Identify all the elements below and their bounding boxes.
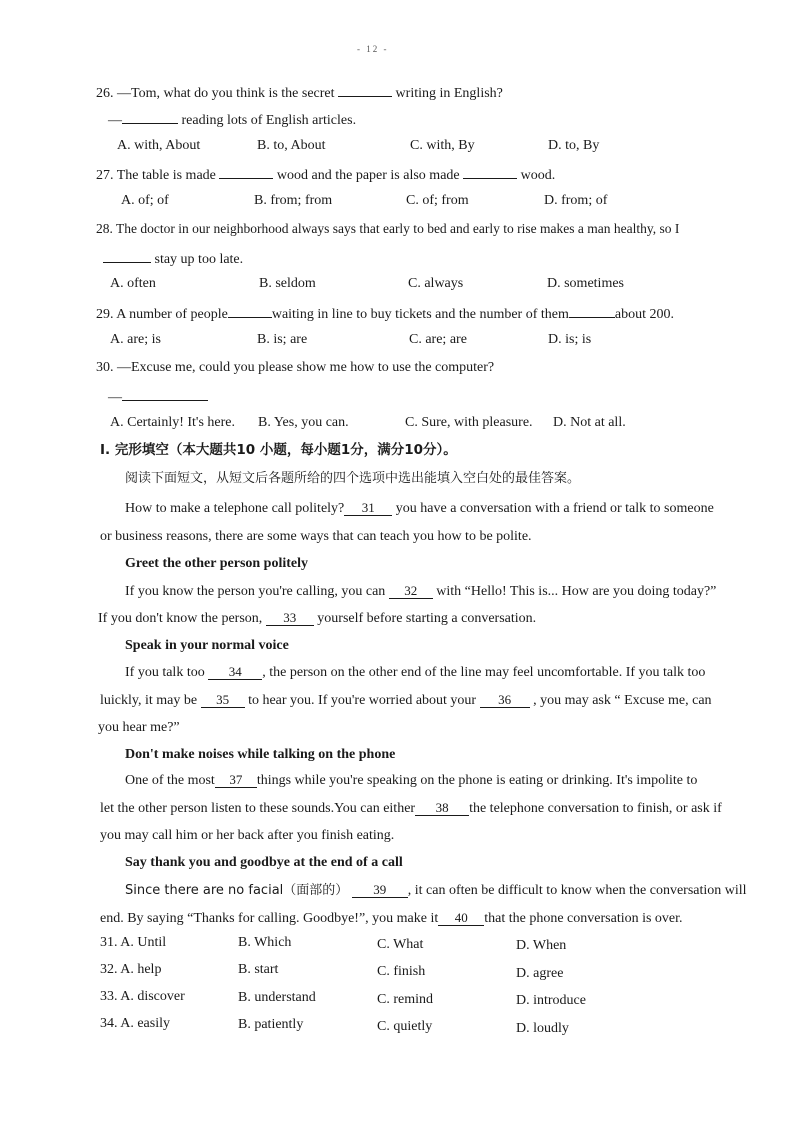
passage-subheading: Don't make noises while talking on the phone bbox=[125, 747, 396, 762]
passage-line bbox=[125, 664, 705, 682]
question-30-reply bbox=[108, 386, 208, 407]
question-number: 28. bbox=[96, 221, 113, 236]
option-d[interactable]: D. from; of bbox=[544, 193, 608, 208]
section-instruction: 阅读下面短文，从短文后各题所给的四个选项中选出能填入空白处的最佳答案。 bbox=[125, 471, 581, 486]
question-30 bbox=[96, 359, 494, 377]
option-c[interactable]: C. quietly bbox=[377, 1019, 433, 1034]
option-c[interactable]: C. of; from bbox=[406, 193, 469, 208]
option-b[interactable]: B. to, About bbox=[257, 138, 326, 153]
passage-text: luickly, it may be bbox=[100, 693, 198, 708]
option-b[interactable]: B. seldom bbox=[259, 276, 316, 291]
option-a[interactable]: A. of; of bbox=[121, 193, 169, 208]
passage-text: to hear you. If you're worried about your bbox=[248, 693, 477, 708]
option-a[interactable]: A. Until bbox=[120, 935, 167, 950]
option-c[interactable]: C. with, By bbox=[410, 138, 475, 153]
blank-31[interactable]: 31 bbox=[344, 501, 392, 516]
passage-text: If you don't know the person, bbox=[98, 611, 263, 626]
answer-blank[interactable] bbox=[219, 164, 273, 179]
question-text: The doctor in our neighborhood always says that early to bed and early to rise makes a man healthy, so I bbox=[116, 221, 680, 236]
option-d[interactable]: D. is; is bbox=[548, 332, 592, 347]
section-title: Ⅰ. 完形填空（本大题共10 小题，每小题1分，满分10分）。 bbox=[100, 442, 457, 458]
passage-text: let the other person listen to these sounds.You can either bbox=[100, 801, 416, 816]
passage-line bbox=[125, 882, 747, 900]
passage-text: , the person on the other end of the line may feel uncomfortable. If you talk too bbox=[262, 665, 706, 680]
question-number: 29. bbox=[96, 307, 114, 322]
choice-row-31 bbox=[100, 934, 166, 952]
passage-subheading: Speak in your normal voice bbox=[125, 638, 289, 653]
question-number: 26. bbox=[96, 86, 114, 101]
passage-text: , it can often be difficult to know when the conversation will bbox=[407, 883, 747, 898]
question-text: stay up too late. bbox=[154, 252, 244, 267]
question-28 bbox=[96, 220, 679, 238]
passage-text: , you may ask “ Excuse me, can bbox=[533, 693, 712, 708]
passage-line: or business reasons, there are some ways that can teach you how to be polite. bbox=[100, 529, 532, 544]
answer-blank[interactable] bbox=[122, 109, 178, 124]
question-number: 31. bbox=[100, 935, 118, 950]
passage-text: Since there are no facial（面部的） bbox=[125, 883, 349, 898]
option-a[interactable]: A. discover bbox=[120, 989, 185, 1004]
question-number: 27. bbox=[96, 168, 114, 183]
question-number: 34. bbox=[100, 1016, 118, 1031]
option-d[interactable]: D. sometimes bbox=[547, 276, 624, 291]
option-c[interactable]: C. are; are bbox=[409, 332, 467, 347]
passage-text: you have a conversation with a friend or talk to someone bbox=[395, 501, 714, 516]
answer-blank[interactable] bbox=[338, 82, 392, 97]
passage-text: If you know the person you're calling, you can bbox=[125, 584, 386, 599]
option-a[interactable]: A. help bbox=[120, 962, 162, 977]
choice-row-33 bbox=[100, 988, 185, 1006]
passage-text: How to make a telephone call politely? bbox=[125, 501, 345, 516]
passage-text: If you talk too bbox=[125, 665, 205, 680]
answer-blank[interactable] bbox=[228, 303, 272, 318]
option-c[interactable]: C. Sure, with pleasure. bbox=[405, 415, 533, 430]
passage-text: things while you're speaking on the phone is eating or drinking. It's impolite to bbox=[256, 773, 698, 788]
question-text: waiting in line to buy tickets and the number of them bbox=[271, 307, 569, 322]
option-b[interactable]: B. start bbox=[238, 962, 279, 977]
question-27 bbox=[96, 164, 555, 185]
answer-blank[interactable] bbox=[122, 386, 208, 401]
blank-34[interactable]: 34 bbox=[208, 665, 262, 680]
blank-35[interactable]: 35 bbox=[201, 693, 245, 708]
passage-subheading: Greet the other person politely bbox=[125, 556, 309, 571]
option-a[interactable]: A. are; is bbox=[110, 332, 161, 347]
option-b[interactable]: B. Which bbox=[238, 935, 292, 950]
option-b[interactable]: B. from; from bbox=[254, 193, 333, 208]
answer-blank[interactable] bbox=[569, 303, 615, 318]
passage-text: end. By saying “Thanks for calling. Goodbye!”, you make it bbox=[100, 911, 439, 926]
passage-text: the telephone conversation to finish, or ask if bbox=[469, 801, 722, 816]
answer-blank[interactable] bbox=[463, 164, 517, 179]
option-d[interactable]: D. agree bbox=[516, 966, 564, 981]
option-d[interactable]: D. When bbox=[516, 938, 567, 953]
blank-32[interactable]: 32 bbox=[389, 584, 433, 599]
option-d[interactable]: D. loudly bbox=[516, 1021, 569, 1036]
blank-39[interactable]: 39 bbox=[352, 883, 408, 898]
choice-row-32 bbox=[100, 961, 161, 979]
passage-subheading: Say thank you and goodbye at the end of a call bbox=[125, 855, 403, 870]
question-text: writing in English? bbox=[395, 86, 503, 101]
option-d[interactable]: D. Not at all. bbox=[553, 415, 626, 430]
question-number: 32. bbox=[100, 962, 118, 977]
option-a[interactable]: A. easily bbox=[120, 1016, 170, 1031]
question-28-cont bbox=[103, 248, 243, 269]
option-b[interactable]: B. understand bbox=[238, 990, 316, 1005]
passage-text: that the phone conversation is over. bbox=[484, 911, 683, 926]
question-text: The table is made bbox=[116, 168, 216, 183]
passage-line bbox=[100, 910, 683, 928]
option-d[interactable]: D. introduce bbox=[516, 993, 586, 1008]
passage-text: with “Hello! This is... How are you doing today?” bbox=[436, 584, 717, 599]
question-text: about 200. bbox=[614, 307, 674, 322]
choice-row-34 bbox=[100, 1015, 170, 1033]
question-text: reading lots of English articles. bbox=[181, 113, 357, 128]
blank-36[interactable]: 36 bbox=[480, 693, 530, 708]
question-29 bbox=[96, 303, 674, 324]
question-text: wood and the paper is also made bbox=[276, 168, 460, 183]
passage-line: you hear me?” bbox=[98, 720, 180, 735]
question-number: 33. bbox=[100, 989, 118, 1004]
dash: — bbox=[108, 113, 122, 128]
passage-line bbox=[125, 583, 716, 601]
question-26 bbox=[96, 82, 503, 103]
question-26-reply bbox=[108, 109, 356, 130]
dash: — bbox=[108, 390, 122, 405]
option-b[interactable]: B. Yes, you can. bbox=[258, 415, 349, 430]
option-d[interactable]: D. to, By bbox=[548, 138, 600, 153]
passage-line bbox=[100, 692, 712, 710]
passage-text: yourself before starting a conversation. bbox=[317, 611, 537, 626]
option-c[interactable]: C. remind bbox=[377, 992, 433, 1007]
option-c[interactable]: C. always bbox=[408, 276, 464, 291]
passage-line: you may call him or her back after you finish eating. bbox=[100, 828, 395, 843]
question-text: —Tom, what do you think is the secret bbox=[117, 86, 335, 101]
passage-line bbox=[100, 800, 722, 818]
blank-40[interactable]: 40 bbox=[438, 911, 484, 926]
option-a[interactable]: A. often bbox=[110, 276, 156, 291]
passage-line bbox=[125, 772, 697, 790]
option-b[interactable]: B. patiently bbox=[238, 1017, 304, 1032]
answer-blank[interactable] bbox=[103, 248, 151, 263]
option-a[interactable]: A. Certainly! It's here. bbox=[110, 415, 235, 430]
passage-line bbox=[125, 500, 714, 518]
blank-33[interactable]: 33 bbox=[266, 611, 314, 626]
option-c[interactable]: C. What bbox=[377, 937, 424, 952]
option-b[interactable]: B. is; are bbox=[257, 332, 308, 347]
blank-38[interactable]: 38 bbox=[415, 801, 469, 816]
option-a[interactable]: A. with, About bbox=[117, 138, 201, 153]
question-text: wood. bbox=[520, 168, 556, 183]
passage-text: One of the most bbox=[125, 773, 215, 788]
option-c[interactable]: C. finish bbox=[377, 964, 426, 979]
question-number: 30. bbox=[96, 360, 114, 375]
question-text: —Excuse me, could you please show me how to use the computer? bbox=[117, 360, 495, 375]
question-text: A number of people bbox=[116, 307, 228, 322]
page-mark: - 12 - bbox=[357, 44, 389, 54]
passage-line bbox=[98, 610, 536, 628]
blank-37[interactable]: 37 bbox=[215, 773, 257, 788]
